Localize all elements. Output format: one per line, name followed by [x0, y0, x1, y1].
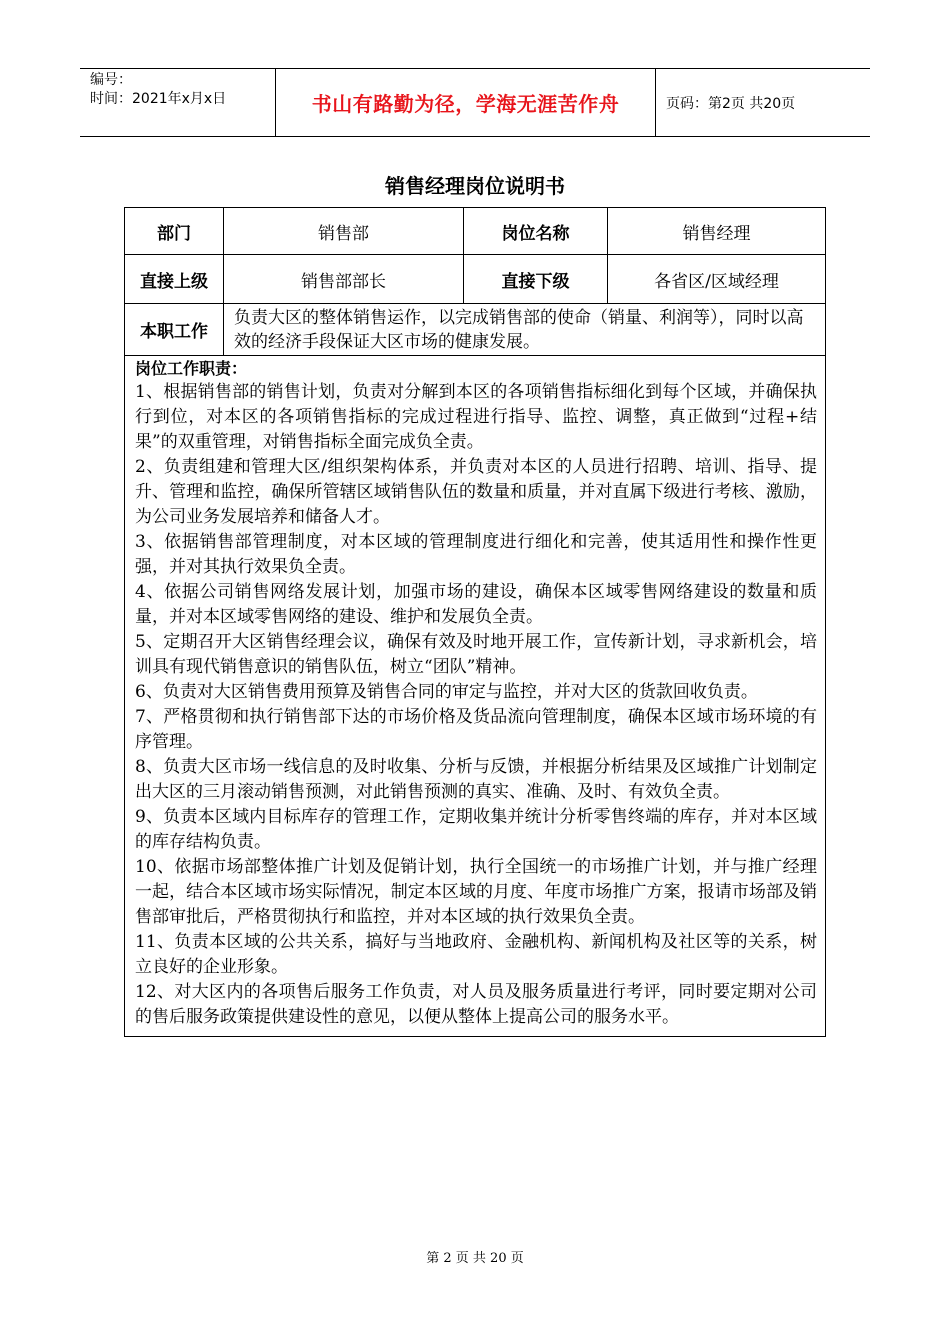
duty-item: 11、负责本区域的公共关系，搞好与当地政府、金融机构、新闻机构及社区等的关系，树立良好的企业形象。: [135, 932, 817, 977]
duty-item: 5、定期召开大区销售经理会议，确保有效及时地开展工作，宣传新计划，寻求新机会，培训具有现代销售意识的销售队伍，树立“团队”精神。: [135, 632, 817, 677]
duty-item: 10、依据市场部整体推广计划及促销计划，执行全国统一的市场推广计划，并与推广经理一起，结合本区域市场实际情况，制定本区域的月度、年度市场推广方案，报请市场部及销售部审批后，严格贯彻执行和监控，并对本区域的执行效果负全责。: [135, 857, 817, 927]
document-date: 时间：2021年x月x日: [90, 91, 227, 107]
job-description-table: [124, 207, 826, 1037]
duty-item: 2、负责组建和管理大区/组织架构体系，并负责对本区的人员进行招聘、培训、指导、提升、管理和监控，确保所管辖区域销售队伍的数量和质量，并对直属下级进行考核、激励，为公司业务发展培养和储备人才。: [135, 457, 817, 527]
header-meta: [80, 69, 276, 136]
header-page-info: 页码：第2页 共20页: [666, 95, 796, 112]
duty-item: 1、根据销售部的销售计划，负责对分解到本区的各项销售指标细化到每个区域，并确保执行到位，对本区的各项销售指标的完成过程进行指导、监控、调整，真正做到“过程+结果”的双重管理，对销售指标全面完成负全责。: [135, 382, 817, 452]
duty-item: 8、负责大区市场一线信息的及时收集、分析与反馈，并根据分析结果及区域推广计划制定出大区的三月滚动销售预测，对此销售预测的真实、准确、及时、有效负全责。: [135, 757, 817, 802]
position-value: 销售经理: [682, 223, 751, 244]
duties-section: [125, 356, 825, 1036]
duty-item: 3、依据销售部管理制度，对本区域的管理制度进行细化和完善，使其适用性和操作性更强，并对其执行效果负全责。: [135, 532, 817, 577]
document-title: 销售经理岗位说明书: [385, 174, 565, 198]
document-number: 编号：: [90, 72, 132, 88]
summary-value: 负责大区的整体销售运作，以完成销售部的使命（销量、利润等），同时以高效的经济手段保证大区市场的健康发展。: [234, 308, 804, 352]
duty-item: 9、负责本区域内目标库存的管理工作，定期收集并统计分析零售终端的库存，并对本区域的库存结构负责。: [135, 807, 817, 852]
summary-label: 本职工作: [125, 304, 224, 355]
duty-item: 12、对大区内的各项售后服务工作负责，对人员及服务质量进行考评，同时要定期对公司的售后服务政策提供建设性的意见，以便从整体上提高公司的服务水平。: [135, 982, 817, 1027]
position-label: 岗位名称: [464, 208, 608, 254]
table-row: [125, 208, 825, 255]
subordinate-label: 直接下级: [464, 255, 608, 303]
duty-item: 6、负责对大区销售费用预算及销售合同的审定与监控，并对大区的货款回收负责。: [135, 682, 758, 702]
duties-row: [125, 356, 825, 1036]
subordinate-value: 各省区/区域经理: [654, 271, 779, 292]
page-footer: 第 2 页 共 20 页: [426, 1251, 524, 1266]
duty-item: 7、严格贯彻和执行销售部下达的市场价格及货品流向管理制度，确保本区域市场环境的有序管理。: [135, 707, 817, 752]
table-row: [125, 255, 825, 304]
page-header: [80, 68, 870, 137]
department-label: 部门: [125, 208, 224, 254]
superior-value: 销售部部长: [224, 255, 464, 303]
table-row: [125, 304, 825, 356]
header-motto: 书山有路勤为径，学海无涯苦作舟: [276, 69, 656, 136]
duty-item: 4、依据公司销售网络发展计划，加强市场的建设，确保本区域零售网络建设的数量和质量，并对本区域零售网络的建设、维护和发展负全责。: [135, 582, 817, 627]
superior-label: 直接上级: [125, 255, 224, 303]
department-value: 销售部: [224, 208, 464, 254]
duties-heading: 岗位工作职责：: [135, 359, 248, 378]
